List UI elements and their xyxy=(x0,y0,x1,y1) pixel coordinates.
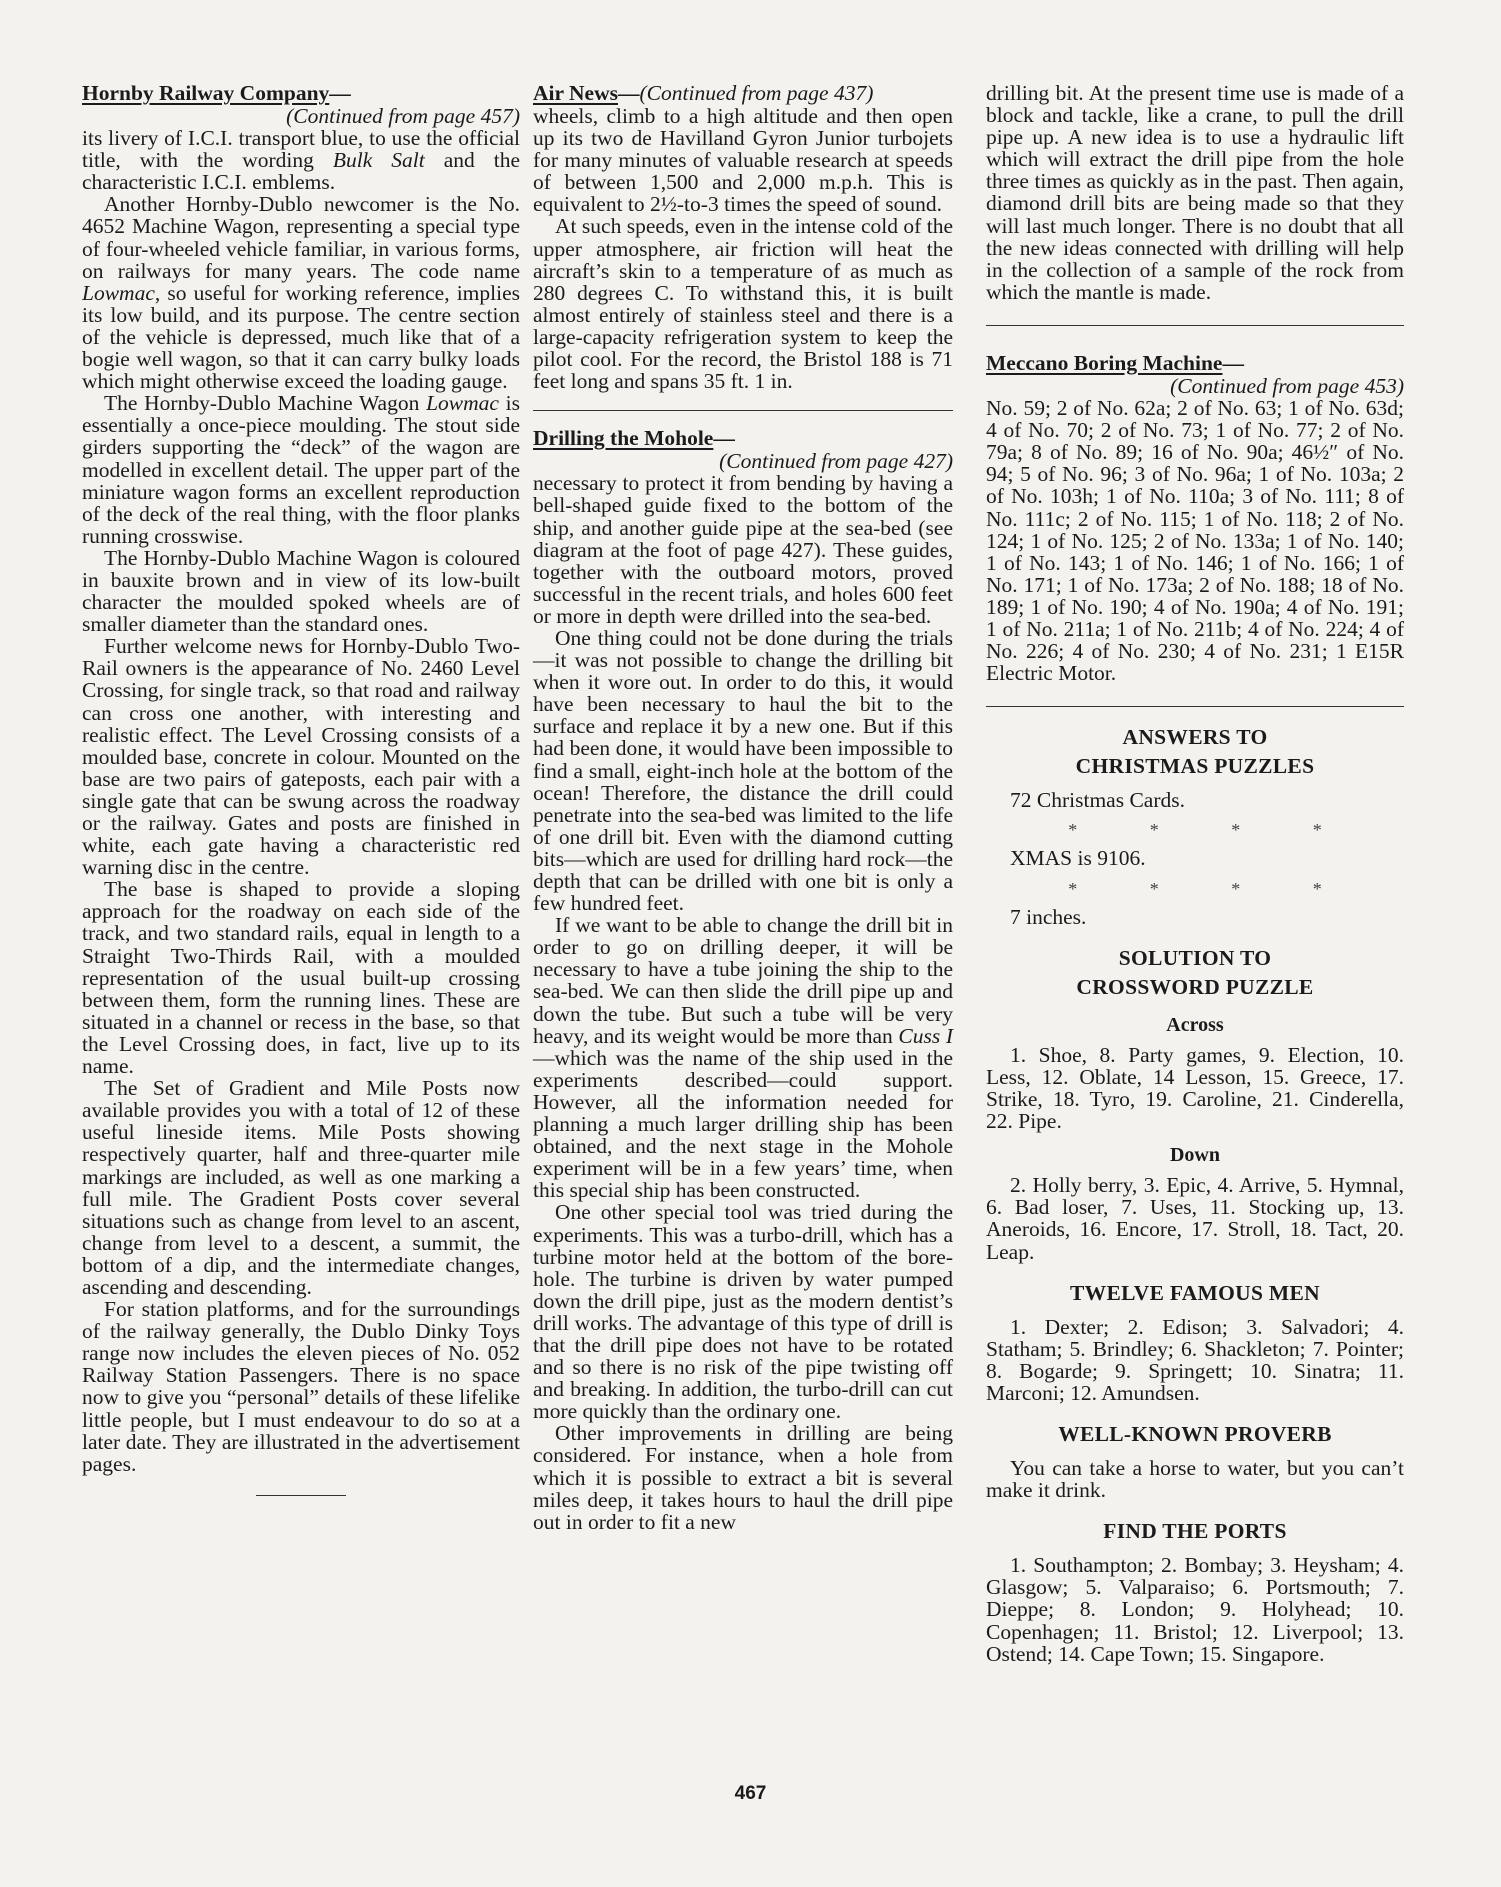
paragraph: Other improvements in drilling are being considered. For instance, when a hole from which it is possible to extract a bit is several miles deep, it takes hours to haul the drill pipe out in order to fit a new xyxy=(533,1421,953,1534)
paragraph: Another Hornby-Dublo newcomer is the No. 4652 Machine Wagon, representing a special type of four-wheeled vehicle familiar, in various forms, on railways for many years. The code name Lowmac, so useful for working reference, implies its low build, and its purpose. The centre section of the vehicle is depressed, much like that of a bogie well wagon, so that it can carry bulky loads which might otherwise exceed the loading gauge. xyxy=(82,192,520,394)
paragraph: One other special tool was tried during the experiments. This was a turbo-drill, which has a turbine motor held at the bottom of the bore-hole. The turbine is driven by water pumped down the drill pipe, just as the modern dentist’s drill works. The advantage of this type of drill is that the drill pipe does not have to be rotated and so there is no risk of the pipe twisting off and breaking. In addition, the turbo-drill can cut more quickly than the ordinary one. xyxy=(533,1200,953,1424)
famous-men-answers: 1. Dexter; 2. Edison; 3. Salvadori; 4. Statham; 5. Brindley; 6. Shackleton; 7. Pointer; 8. Bogarde; 9. Springett; 10. Sinatra; 11. Marconi; 12. Amundsen. xyxy=(986,1314,1404,1405)
paragraph: wheels, climb to a high altitude and then open up its two de Havilland Gyron Junior turbojets for many minutes of valuable research at speeds of between 1,500 and 2,000 m.p.h. This is equivalent to 2½-to-3 times the speed of sound. xyxy=(533,104,953,217)
section-divider xyxy=(986,706,1404,707)
column-hornby xyxy=(82,82,520,1496)
article-heading-hornby: Hornby Railway Company— xyxy=(82,81,351,105)
paragraph: The Hornby-Dublo Machine Wagon Lowmac is essentially a once-piece moulding. The stout side girders supporting the “deck” of the wagon are modelled in excellent detail. The upper part of the miniature wagon forms an excellent reproduction of the deck of the real thing, with the floor planks running crosswise. xyxy=(82,391,521,548)
paragraph: The Hornby-Dublo Machine Wagon is coloured in bauxite brown and in view of its low-built character the moulded spoked wheels are of smaller diameter than the standard ones. xyxy=(82,545,520,637)
answer-cards: 72 Christmas Cards. xyxy=(1010,788,1185,813)
crossword-title: SOLUTION TO CROSSWORD PUZZLE xyxy=(1076,945,1314,999)
paragraph: The base is shaped to provide a sloping approach for the roadway on each side of the track, and two standard rails, equal in length to a Straight Two-Thirds Rail, with a moulded representation of the usual built-up crossing between them, form the running lines. These are situated in a channel or recess in the base, so that the Level Crossing does, in fact, live up to its name. xyxy=(82,877,520,1079)
page-number: 467 xyxy=(734,1783,767,1804)
answers-box xyxy=(986,723,1404,1664)
air-news-body xyxy=(533,105,953,392)
proverb-answer: You can take a horse to water, but you can’t make it drink. xyxy=(986,1456,1404,1503)
article-heading-air-news: Air News—(Continued from page 437) xyxy=(533,81,874,105)
paragraph: At such speeds, even in the intense cold of the upper atmosphere, air friction will heat the aircraft’s skin to a temperature of as much as 280 degrees C. To withstand this, it is built almost entirely of stainless steel and there is a large-capacity refrigeration system to keep the pilot cool. For the record, the Bristol 188 is 71 feet long and spans 35 ft. 1 in. xyxy=(533,214,953,394)
paragraph: necessary to protect it from bending by having a bell-shaped guide fixed to the bottom of the ship, and another guide pipe at the sea-bed (see diagram at the foot of page 427). These guides, together with the outboard motors, proved successful in the recent trials, and holes 600 feet or more in depth were drilled into the sea-bed. xyxy=(533,471,953,628)
section-divider xyxy=(986,325,1404,326)
across-label: Across xyxy=(1166,1013,1224,1036)
hornby-body xyxy=(82,127,520,1475)
star-separator: * * * * xyxy=(1068,820,1356,841)
mohole-end-text: drilling bit. At the present time use is made of a block and tackle, like a crane, to pull the drill pipe up. A new idea is to use a hydraulic lift which will extract the drill pipe from the hole three times as quickly as in the past. Then again, diamond drill bits are being made so that they will last much longer. There is no doubt that all the new ideas connected with drilling will help in the collection of a sample of the rock from which the mantle is made. xyxy=(986,81,1404,304)
ports-title: FIND THE PORTS xyxy=(1103,1519,1287,1544)
section-divider xyxy=(533,410,953,411)
mohole-body xyxy=(533,472,953,1533)
paragraph: The Set of Gradient and Mile Posts now available provides you with a total of 12 of these useful lineside items. Mile Posts showing respectively quarter, half and three-quarter mile markings are included, as well as one marking a full mile. The Gradient Posts cover several situations such as change from level to an ascent, change from level to a descent, a summit, the bottom of a dip, and the intermediate changes, ascending and descending. xyxy=(82,1076,520,1299)
parts-list: No. 59; 2 of No. 62a; 2 of No. 63; 1 of No. 63d; 4 of No. 70; 2 of No. 73; 1 of No. 77; 2 of No. 79a; 8 of No. 89; 16 of No. 90a; 46½″ of No. 94; 5 of No. 96; 3 of No. 96a; 1 of No. 103a; 2 of No. 103h; 1 of No. 110a; 3 of No. 111; 8 of No. 111c; 2 of No. 115; 1 of No. 118; 2 of No. 124; 1 of No. 125; 2 of No. 133a; 1 of No. 140; 1 of No. 143; 1 of No. 146; 1 of No. 166; 1 of No. 171; 1 of No. 173a; 2 of No. 188; 18 of No. 189; 1 of No. 190; 4 of No. 190a; 4 of No. 191; 1 of No. 211a; 1 of No. 211b; 4 of No. 224; 4 of No. 226; 4 of No. 230; 4 of No. 231; 1 E15R Electric Motor. xyxy=(986,396,1404,686)
ports-answers: 1. Southampton; 2. Bombay; 3. Heysham; 4. Glasgow; 5. Valparaiso; 6. Portsmouth; 7. Dieppe; 8. London; 9. Holyhead; 10. Copenhagen; 11. Bristol; 12. Liverpool; 13. Ostend; 14. Cape Town; 15. Singapore. xyxy=(986,1553,1404,1666)
article-heading-boring-machine: Meccano Boring Machine— xyxy=(986,350,1244,375)
proverb-title: WELL-KNOWN PROVERB xyxy=(1058,1422,1332,1447)
end-rule xyxy=(256,1495,346,1496)
continued-note: (Continued from page 453) xyxy=(1170,373,1404,398)
article-heading-mohole: Drilling the Mohole— xyxy=(533,426,735,451)
continued-note: (Continued from page 427) xyxy=(719,449,953,474)
star-separator: * * * * xyxy=(1068,878,1356,899)
column-boring-answers xyxy=(986,82,1404,1665)
paragraph: its livery of I.C.I. transport blue, to use the official title, with the wording Bulk Salt and the characteristic I.C.I. emblems. xyxy=(82,126,520,195)
answer-xmas: XMAS is 9106. xyxy=(1010,846,1146,871)
down-answers: 2. Holly berry, 3. Epic, 4. Arrive, 5. Hymnal, 6. Bad loser, 7. Uses, 11. Stocking up, 13. Aneroids, 16. Encore, 17. Stroll, 18. Tact, 20. Leap. xyxy=(986,1173,1404,1264)
paragraph: For station platforms, and for the surroundings of the railway generally, the Dublo Dinky Toys range now includes the eleven pieces of No. 052 Railway Station Passengers. There is no space now to give you “personal” details of these lifelike little people, but I must endeavour to do so at a later date. They are illustrated in the advertisement pages. xyxy=(82,1297,520,1476)
answers-title: ANSWERS TO CHRISTMAS PUZZLES xyxy=(1075,725,1315,779)
down-label: Down xyxy=(1169,1144,1220,1167)
paragraph: If we want to be able to change the drill bit in order to go on drilling deeper, it will be necessary to have a tube joining the ship to the sea-bed. We can then slide the drill pipe up and down the tube. But such a tube will be very heavy, and its weight would be more than Cuss I—which was the name of the ship used in the experiments described—could support. However, all the information needed for planning a much larger drilling ship has been obtained, and the next stage in the Mohole experiment will be in a few years’ time, when this special ship has been constructed. xyxy=(533,913,954,1203)
famous-men-title: TWELVE FAMOUS MEN xyxy=(1070,1280,1320,1305)
column-air-mohole xyxy=(533,82,953,1533)
across-answers: 1. Shoe, 8. Party games, 9. Election, 10. Less, 12. Oblate, 14 Lesson, 15. Greece, 17. Strike, 18. Tyro, 19. Caroline, 21. Cinderella, 22. Pipe. xyxy=(986,1042,1404,1134)
answer-inches: 7 inches. xyxy=(1010,904,1087,929)
continued-note: (Continued from page 457) xyxy=(286,104,520,128)
paragraph: One thing could not be done during the trials—it was not possible to change the drilling bit when it wore out. In order to do this, it would have been necessary to haul the bit to the surface and replace it by a new one. But if this had been done, it would have been impossible to find a small, eight-inch hole at the bottom of the ocean! Therefore, the distance the drill could penetrate into the sea-bed was limited to the life of one drill bit. Even with the diamond cutting bits—which are used for drilling hard rock—the depth that can be drilled with one bit is only a few hundred feet. xyxy=(533,625,953,916)
paragraph: Further welcome news for Hornby-Dublo Two-Rail owners is the appearance of No. 2460 Level Crossing, for single track, so that road and railway can cross one another, with interesting and realistic effect. The Level Crossing consists of a moulded base, concrete in colour. Mounted on the base are two pairs of gateposts, each pair with a single gate that can be swung across the roadway or the railway. Gates and posts are finished in white, each gate having a characteristic red warning disc in the centre. xyxy=(82,634,520,880)
